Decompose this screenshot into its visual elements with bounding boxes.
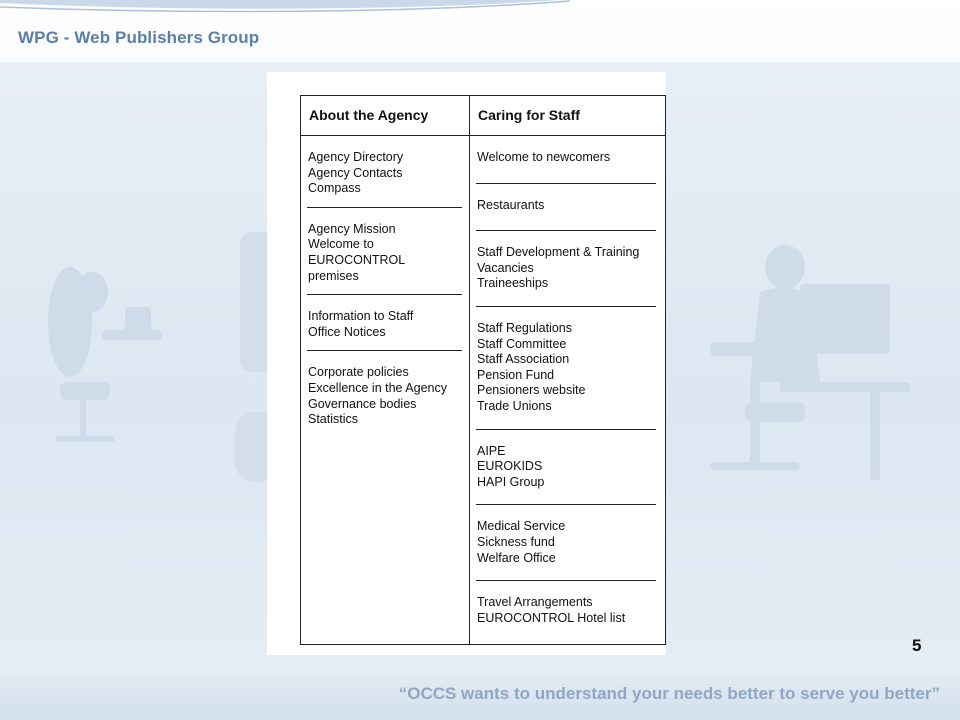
link-group (301, 365, 469, 427)
menu-link[interactable]: Staff Regulations (477, 320, 572, 335)
menu-link[interactable]: Agency Directory (308, 150, 404, 164)
column-heading: Caring for Staff (470, 96, 665, 136)
menu-link[interactable]: Vacancies (477, 260, 534, 275)
menu-link[interactable]: Staff Development & Training (477, 245, 640, 260)
menu-link[interactable]: Office Notices (308, 324, 386, 339)
intranet-menu-table (300, 95, 666, 645)
menu-link[interactable]: Medical Service (477, 519, 566, 534)
header-band (0, 0, 960, 62)
link-group (470, 444, 665, 491)
menu-link[interactable]: Governance bodies (308, 396, 417, 411)
person-at-desk-left-graphic (30, 252, 180, 462)
menu-link[interactable]: HAPI Group (477, 474, 545, 489)
menu-link[interactable]: Traineeships (477, 276, 549, 291)
menu-link[interactable]: AIPE (477, 443, 506, 458)
link-group (470, 245, 665, 292)
menu-link[interactable]: EUROCONTROL Hotel list (477, 610, 626, 625)
link-group (470, 198, 665, 214)
footer-band (0, 674, 960, 720)
header-swoosh-graphic (0, 0, 960, 20)
link-group (301, 309, 469, 340)
menu-link[interactable]: Restaurants (477, 197, 545, 212)
brand-title: WPG - Web Publishers Group (18, 28, 260, 47)
menu-link[interactable]: Trade Unions (477, 398, 552, 413)
link-group (470, 519, 665, 566)
menu-link[interactable]: Agency Mission (308, 221, 396, 236)
person-at-desk-right-graphic (690, 232, 920, 492)
menu-link[interactable]: Pension Fund (477, 367, 555, 382)
menu-link[interactable]: Sickness fund (477, 534, 555, 549)
menu-link[interactable]: Excellence in the Agency (308, 380, 447, 395)
menu-link[interactable]: Welcome to (308, 237, 374, 252)
link-group (470, 150, 665, 166)
menu-link[interactable]: EUROKIDS (477, 459, 543, 474)
menu-link[interactable]: Welfare Office (477, 550, 556, 565)
link-group (470, 321, 665, 415)
menu-link[interactable]: Welcome to newcomers (477, 150, 611, 164)
column-about-the-agency (301, 96, 470, 644)
menu-link[interactable]: Statistics (308, 412, 359, 427)
menu-link[interactable]: Travel Arrangements (477, 595, 593, 610)
page-number: 5 (912, 636, 922, 655)
link-group (301, 150, 469, 197)
footer-tagline: “OCCS wants to understand your needs better to serve you better” (398, 684, 940, 703)
menu-link[interactable]: Staff Association (477, 352, 570, 367)
menu-link[interactable]: Pensioners website (477, 383, 586, 398)
link-group (301, 222, 469, 284)
column-caring-for-staff (470, 96, 666, 644)
menu-link[interactable]: premises (308, 268, 359, 283)
menu-link[interactable]: Information to Staff (308, 309, 414, 324)
column-heading: About the Agency (301, 96, 469, 136)
link-group (470, 595, 665, 626)
menu-link[interactable]: Compass (308, 181, 361, 196)
menu-link[interactable]: Staff Committee (477, 336, 567, 351)
menu-link[interactable]: Agency Contacts (308, 165, 403, 180)
menu-link[interactable]: EUROCONTROL (308, 252, 406, 267)
document-image-panel (267, 72, 666, 655)
menu-link[interactable]: Corporate policies (308, 365, 409, 380)
